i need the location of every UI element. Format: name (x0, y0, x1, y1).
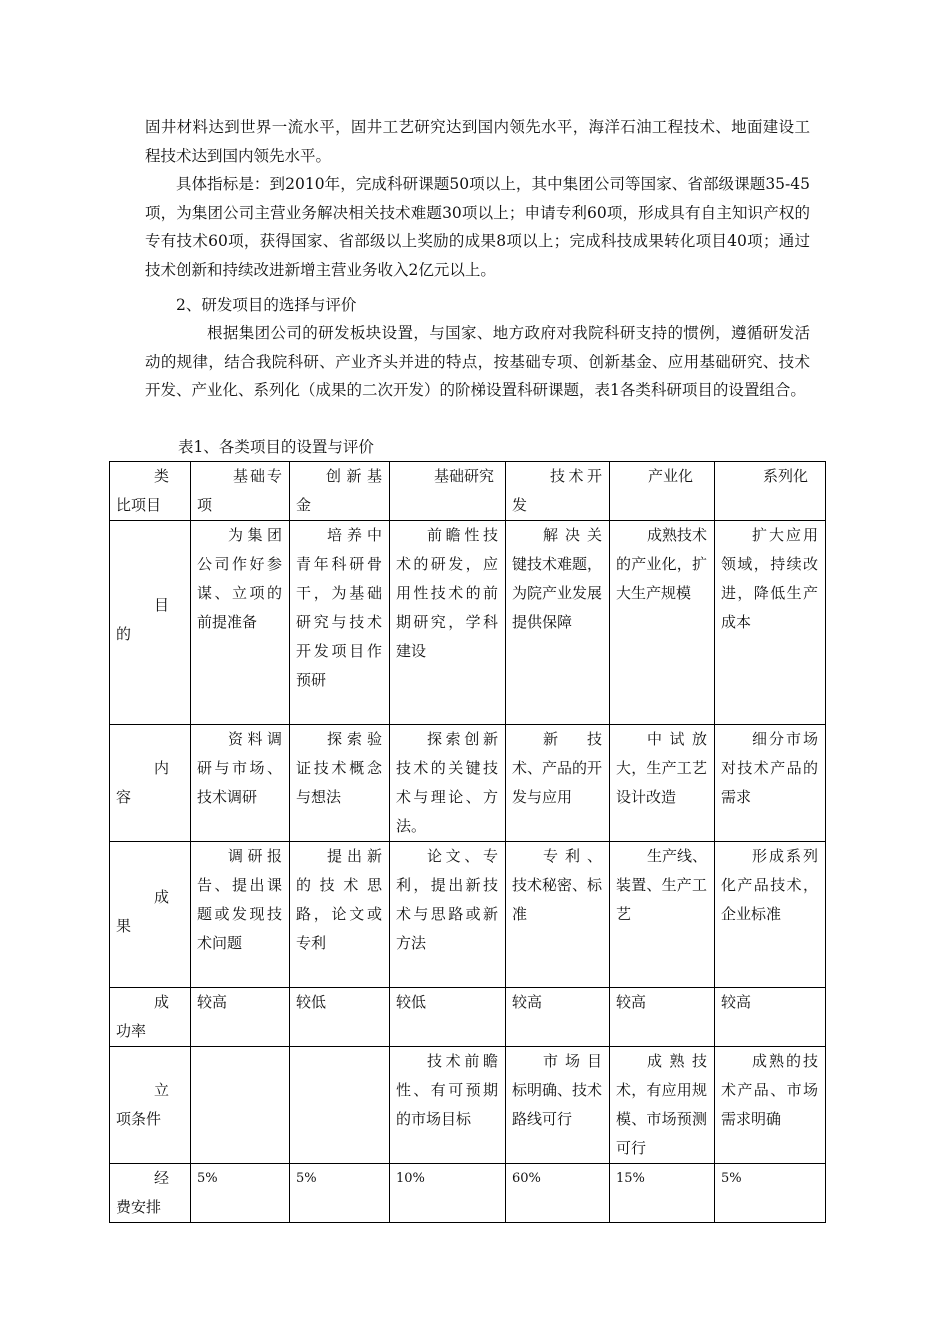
table-cell: 资料调研与市场、技术调研 (191, 725, 290, 842)
table-row (110, 521, 826, 725)
table-cell: 生产线、装置、生产工艺 (610, 842, 715, 988)
table-cell: 较低 (290, 988, 390, 1047)
table-cell: 较高 (610, 988, 715, 1047)
table-cell: 较高 (191, 988, 290, 1047)
header-cell: 类 比项目 (110, 462, 191, 521)
table-cell: 60% (506, 1164, 610, 1223)
table-cell: 较高 (506, 988, 610, 1047)
table-cell: 新技术、产品的开发与应用 (506, 725, 610, 842)
table-cell: 市场目标明确、技术路线可行 (506, 1047, 610, 1164)
table-row (110, 1047, 826, 1164)
table-row (110, 1164, 826, 1223)
table-cell: 前瞻性技术的研发，应用性技术的前期研究，学科建设 (390, 521, 506, 725)
table-cell: 解决关键技术难题，为院产业发展提供保障 (506, 521, 610, 725)
row-label: 目 的 (110, 521, 191, 725)
table-cell: 探索创新技术的关键技术与理论、方法。 (390, 725, 506, 842)
table-cell: 为集团公司作好参谋、立项的前提准备 (191, 521, 290, 725)
table-cell: 5% (715, 1164, 826, 1223)
section-heading: 2、研发项目的选择与评价 (176, 296, 357, 314)
header-cell: 系列化 (715, 462, 826, 521)
table-cell: 细分市场对技术产品的需求 (715, 725, 826, 842)
table-cell: 探索验证技术概念与想法 (290, 725, 390, 842)
row-label: 内 容 (110, 725, 191, 842)
table-cell: 扩大应用领域，持续改进，降低生产成本 (715, 521, 826, 725)
table-cell: 技术前瞻性、有可预期的市场目标 (390, 1047, 506, 1164)
table-cell: 培养中青年科研骨干，为基础研究与技术开发项目作预研 (290, 521, 390, 725)
row-label: 成 果 (110, 842, 191, 988)
table-cell: 形成系列化产品技术，企业标准 (715, 842, 826, 988)
row-label: 经 费安排 (110, 1164, 191, 1223)
paragraph-rd-selection: 根据集团公司的研发板块设置，与国家、地方政府对我院科研支持的惯例，遵循研发活动的规律，结合我院科研、产业齐头并进的特点，按基础专项、创新基金、应用基础研究、技术开发、产业化、系列化（成果的二次开发）的阶梯设置科研课题，表1各类科研项目的设置组合。 (145, 324, 810, 399)
table-row (110, 842, 826, 988)
header-cell: 技术开发 (506, 462, 610, 521)
paragraph-specific-targets: 具体指标是：到2010年，完成科研课题50项以上，其中集团公司等国家、省部级课题35-45项，为集团公司主营业务解决相关技术难题30项以上；申请专利60项，形成具有自主知识产权的专有技术60项，获得国家、省部级以上奖励的成果8项以上；完成科技成果转化项目40项；通过技术创新和持续改进新增主营业务收入2亿元以上。 (145, 175, 810, 279)
header-cell: 基础研究 (390, 462, 506, 521)
project-settings-table (109, 461, 826, 1223)
table-cell: 5% (191, 1164, 290, 1223)
table-caption: 表1、各类项目的设置与评价 (178, 438, 374, 456)
table-row (110, 988, 826, 1047)
header-cell: 基础专项 (191, 462, 290, 521)
header-cell: 产业化 (610, 462, 715, 521)
header-cell: 创新基金 (290, 462, 390, 521)
table-cell: 论文、专利，提出新技术与思路或新方法 (390, 842, 506, 988)
table-header-row (110, 462, 826, 521)
table-cell: 调研报告、提出课题或发现技术问题 (191, 842, 290, 988)
table-cell (290, 1047, 390, 1164)
table-cell: 15% (610, 1164, 715, 1223)
table-cell: 10% (390, 1164, 506, 1223)
table-row (110, 725, 826, 842)
table-cell: 5% (290, 1164, 390, 1223)
table-cell: 专利、技术秘密、标准 (506, 842, 610, 988)
table-cell: 成熟技术，有应用规模、市场预测可行 (610, 1047, 715, 1164)
row-label: 立 项条件 (110, 1047, 191, 1164)
table-cell (191, 1047, 290, 1164)
table-cell: 较高 (715, 988, 826, 1047)
table-cell: 提出新的技术思路，论文或专利 (290, 842, 390, 988)
row-label: 成 功率 (110, 988, 191, 1047)
table-cell: 成熟技术的产业化，扩大生产规模 (610, 521, 715, 725)
table-cell: 中试放大，生产工艺设计改造 (610, 725, 715, 842)
table-cell: 成熟的技术产品、市场需求明确 (715, 1047, 826, 1164)
table-cell: 较低 (390, 988, 506, 1047)
paragraph-goal-level: 固井材料达到世界一流水平，固井工艺研究达到国内领先水平，海洋石油工程技术、地面建设工程技术达到国内领先水平。 (145, 118, 810, 165)
